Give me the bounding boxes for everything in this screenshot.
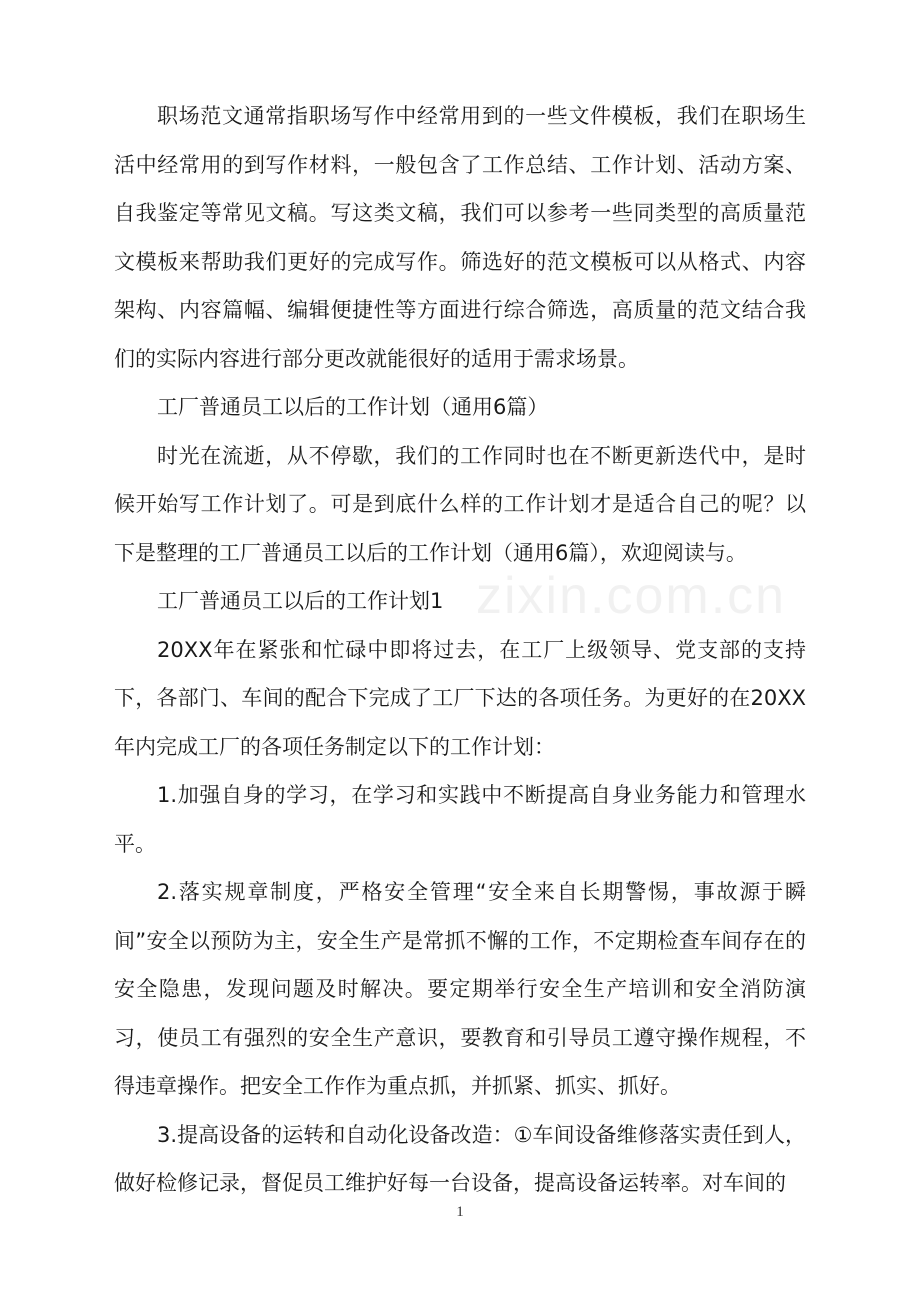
section-heading: 工厂普通员工以后的工作计划1 xyxy=(157,589,444,613)
document-title: 工厂普通员工以后的工作计划（通用6篇） xyxy=(157,395,549,419)
watermark: zixin.com.cn xyxy=(476,567,787,625)
intro-paragraph: 职场范文通常指职场写作中经常用到的一些文件模板，我们在职场生活中经常用的到写作材料，一般包含了工作总结、工作计划、活动方案、自我鉴定等常见文稿。写这类文稿，我们可以参考一些同类型的高质量范文模板来帮助我们更好的完成写作。筛选好的范文模板可以从格式、内容架构、内容篇幅、编辑便捷性等方面进行综合筛选，高质量的范文结合我们的实际内容进行部分更改就能很好的适用于需求场景。 xyxy=(114,104,806,371)
preface-paragraph: 时光在流逝，从不停歇，我们的工作同时也在不断更新迭代中，是时候开始写工作计划了。可是到底什么样的工作计划才是适合自己的呢？以下是整理的工厂普通员工以后的工作计划（通用6篇），欢迎阅读与。 xyxy=(114,443,806,565)
list-item: 1.加强自身的学习，在学习和实践中不断提高自身业务能力和管理水平。 xyxy=(114,783,806,856)
document-body xyxy=(114,92,806,1208)
body-paragraph: 20XX年在紧张和忙碌中即将过去，在工厂上级领导、党支部的支持下，各部门、车间的配合下完成了工厂下达的各项任务。为更好的在20XX年内完成工厂的各项任务制定以下的工作计划： xyxy=(114,637,806,759)
list-item: 2.落实规章制度，严格安全管理“安全来自长期警惕，事故源于瞬间”安全以预防为主，安全生产是常抓不懈的工作，不定期检查车间存在的安全隐患，发现问题及时解决。要定期举行安全生产培训和安全消防演习，使员工有强烈的安全生产意识，要教育和引导员工遵守操作规程，不得违章操作。把安全工作作为重点抓，并抓紧、抓实、抓好。 xyxy=(114,880,806,1098)
list-item: 3.提高设备的运转和自动化设备改造：①车间设备维修落实责任到人，做好检修记录，督促员工维护好每一台设备，提高设备运转率。对车间的 xyxy=(114,1122,806,1195)
page-number: 1 xyxy=(456,1204,464,1220)
